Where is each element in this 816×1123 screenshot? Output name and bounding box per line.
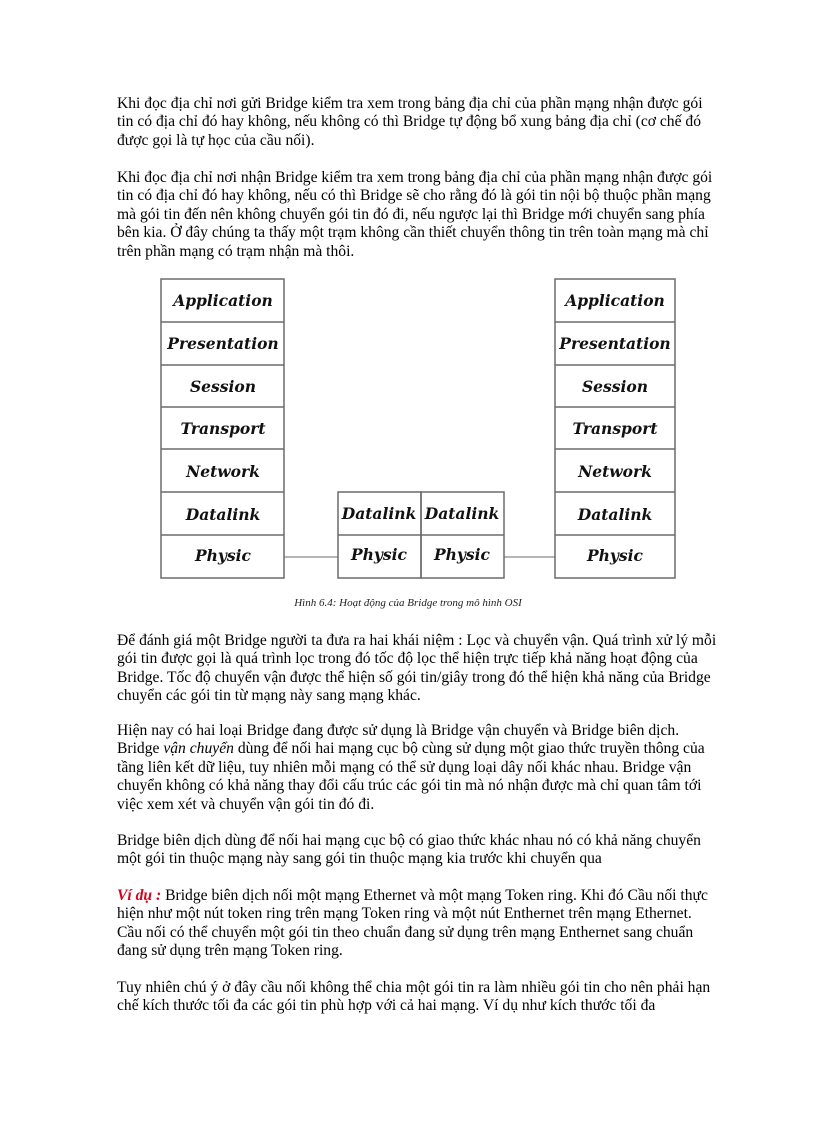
paragraph-4-text-a: Hiện nay có hai loại Bridge đang được sử dụng là Bridge vận chuyển và Bridge biên dịch. Bridge <box>117 722 680 758</box>
right-layer-application: Application <box>565 291 665 310</box>
bridge-right-datalink: Datalink <box>424 504 500 523</box>
left-layer-datalink: Datalink <box>185 505 261 524</box>
right-layer-presentation: Presentation <box>559 334 671 353</box>
osi-bridge-diagram <box>160 277 676 579</box>
paragraph-4-text-b: dùng để nối hai mạng cục bộ cùng sử dụng một giao thức truyền thông của tầng liên kết dữ liệu, tuy nhiên mỗi mạng có thể sử dụng loại dây nối khác nhau. Bridge vận chuyển không có khả năng thay đổi cấu trúc các gói tin mà nó nhận được mà chỉ quan tâm tới việc xem xét và chuyển vận gói tin đó đi. <box>117 740 705 813</box>
paragraph-5: Bridge biên dịch dùng để nối hai mạng cục bộ có giao thức khác nhau nó có khả năng chuyển một gói tin thuộc mạng này sang gói tin thuộc mạng kia trước khi chuyển qua <box>117 832 701 868</box>
paragraph-2: Khi đọc địa chỉ nơi nhận Bridge kiểm tra xem trong bảng địa chỉ của phần mạng nhận được gói tin có địa chỉ đó hay không, nếu có thì Bridge sẽ cho rằng đó là gói tin nội bộ thuộc phần mạng mà gói tin đến nên không chuyển gói tin đó đi, nếu ngược lại thì Bridge mới chuyển sang phía bên kia. Ở đây chúng ta thấy một trạm không cần thiết chuyển thông tin trên toàn mạng mà chỉ trên phần mạng có trạm nhận mà thôi. <box>117 169 713 260</box>
figure-caption: Hình 6.4: Hoạt động của Bridge trong mô hình OSI <box>294 597 522 609</box>
bridge-left-physic: Physic <box>351 545 407 564</box>
left-layer-physic: Physic <box>195 546 251 565</box>
bridge-right-physic: Physic <box>434 545 490 564</box>
left-layer-application: Application <box>173 291 273 310</box>
left-layer-presentation: Presentation <box>167 334 279 353</box>
left-layer-network: Network <box>186 462 260 481</box>
paragraph-3: Để đánh giá một Bridge người ta đưa ra hai khái niệm : Lọc và chuyển vận. Quá trình xử lý mỗi gói tin được gọi là quá trình lọc trong đó tốc độ lọc thể hiện trực tiếp khả năng hoạt động của Bridge. Tốc độ chuyển vận được thể hiện số gói tin/giây trong đó thể hiện khả năng của Bridge chuyển các gói tin từ mạng này sang mạng khác. <box>117 632 717 705</box>
paragraph-7: Tuy nhiên chú ý ở đây cầu nối không thể chia một gói tin ra làm nhiều gói tin cho nên phải hạn chế kích thước tối đa các gói tin phù hợp với cả hai mạng. Ví dụ như kích thước tối đa <box>117 979 711 1015</box>
bridge-left-datalink: Datalink <box>341 504 417 523</box>
paragraph-6 <box>117 887 717 961</box>
right-layer-session: Session <box>581 377 649 396</box>
paragraph-4-emphasis: vận chuyển <box>163 740 234 758</box>
right-layer-datalink: Datalink <box>577 505 653 524</box>
left-layer-transport: Transport <box>180 419 266 438</box>
right-layer-network: Network <box>578 462 652 481</box>
left-layer-session: Session <box>189 377 257 396</box>
right-layer-transport: Transport <box>572 419 658 438</box>
right-layer-physic: Physic <box>587 546 643 565</box>
example-label: Ví dụ : <box>117 887 162 904</box>
paragraph-6-text: Bridge biên dịch nối một mạng Ethernet và một mạng Token ring. Khi đó Cầu nối thực hiện như một nút token ring trên mạng Token ring và một nút Enthernet trên mạng Ethernet. Cầu nối có thể chuyển một gói tin theo chuẩn đang sử dụng trên mạng Enthernet sang chuẩn đang sử dụng trên mạng Token ring. <box>117 887 708 960</box>
paragraph-4 <box>117 722 717 814</box>
paragraph-1: Khi đọc địa chỉ nơi gửi Bridge kiểm tra xem trong bảng địa chỉ của phần mạng nhận được gói tin có địa chỉ đó hay không, nếu không có thì Bridge tự động bổ xung bảng địa chỉ (cơ chế đó được gọi là tự học của cầu nối). <box>117 95 703 149</box>
